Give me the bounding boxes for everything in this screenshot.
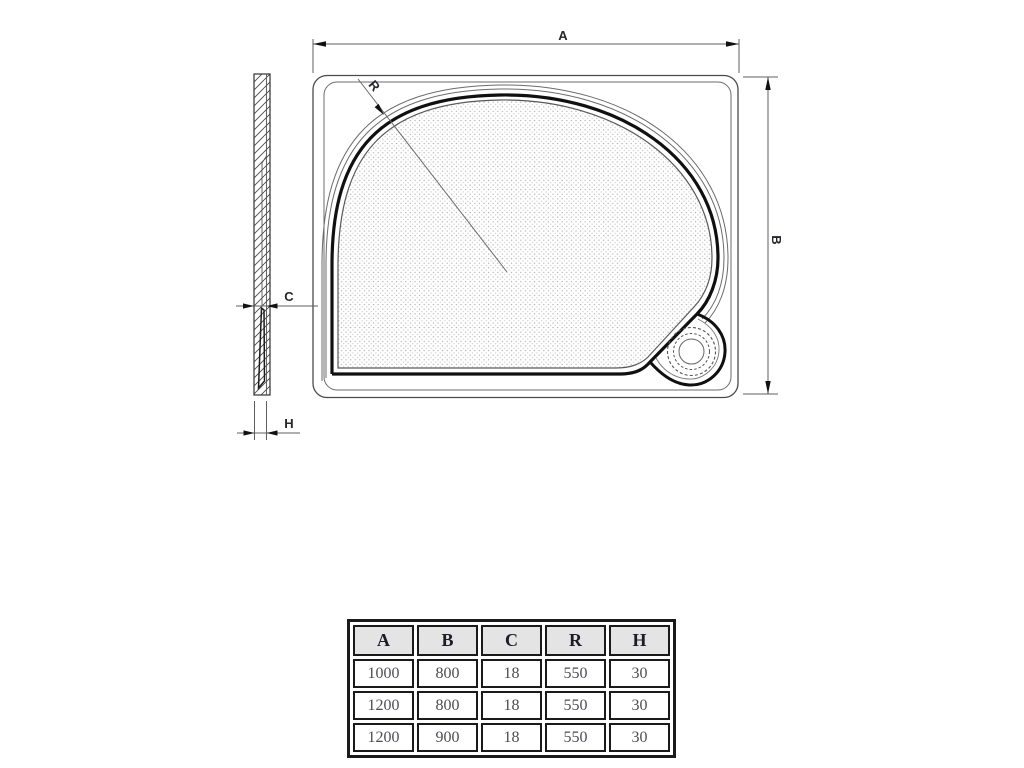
- dim-r-arrow: [375, 104, 384, 115]
- spec-cell: 800: [417, 691, 478, 720]
- spec-cell: 550: [545, 723, 606, 752]
- spec-table-header-row: [353, 625, 670, 656]
- drain-circle-inner: [679, 339, 704, 364]
- dim-a-arrow-right: [726, 41, 739, 46]
- dim-label-a: A: [558, 28, 568, 43]
- dim-b-arrow-top: [765, 77, 770, 90]
- dim-c-arrow-left: [243, 303, 254, 308]
- plan-view: [313, 28, 784, 398]
- spec-cell: 1000: [353, 659, 414, 688]
- dimension-h: [237, 401, 300, 440]
- spec-table-row: [353, 691, 670, 720]
- dim-a-arrow-left: [313, 41, 326, 46]
- spec-cell: 30: [609, 723, 670, 752]
- dim-label-b: B: [769, 235, 784, 245]
- spec-table: [347, 619, 676, 758]
- dim-h-arrow-left: [244, 430, 255, 435]
- dim-label-h: H: [284, 416, 294, 431]
- spec-cell: 30: [609, 659, 670, 688]
- spec-cell: 550: [545, 691, 606, 720]
- spec-cell: 18: [481, 723, 542, 752]
- spec-cell: 18: [481, 691, 542, 720]
- dim-label-r: R: [365, 77, 384, 95]
- dimension-a: [313, 28, 739, 73]
- dim-label-c: C: [284, 289, 294, 304]
- dimension-c: [236, 289, 318, 309]
- spec-cell: 18: [481, 659, 542, 688]
- spec-cell: 550: [545, 659, 606, 688]
- spec-cell: 30: [609, 691, 670, 720]
- spec-header-h: H: [609, 625, 670, 656]
- spec-header-a: A: [353, 625, 414, 656]
- spec-header-b: B: [417, 625, 478, 656]
- spec-table-row: [353, 723, 670, 752]
- side-profile-view: [236, 74, 318, 440]
- dimension-b: [743, 77, 784, 394]
- spec-cell: 900: [417, 723, 478, 752]
- spec-header-r: R: [545, 625, 606, 656]
- spec-cell: 800: [417, 659, 478, 688]
- spec-cell: 1200: [353, 691, 414, 720]
- spec-cell: 1200: [353, 723, 414, 752]
- dim-b-arrow-bottom: [765, 381, 770, 394]
- dim-h-arrow-right: [267, 430, 278, 435]
- spec-header-c: C: [481, 625, 542, 656]
- spec-table-row: [353, 659, 670, 688]
